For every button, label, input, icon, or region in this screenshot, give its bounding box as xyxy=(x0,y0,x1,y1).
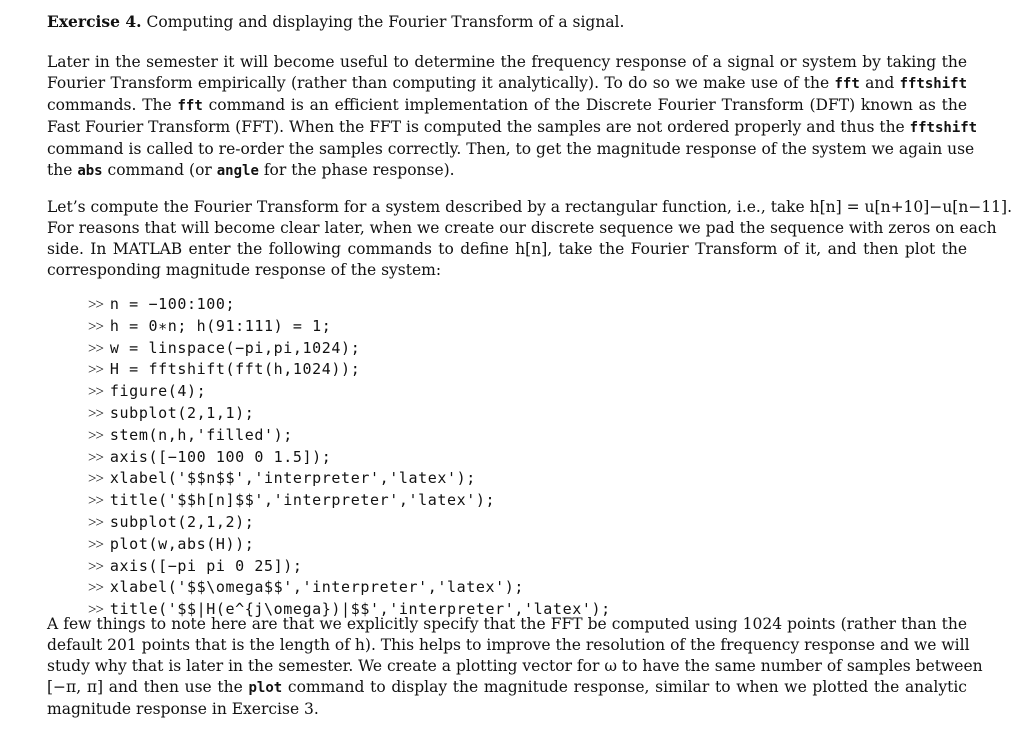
code-line xyxy=(88,556,611,578)
prompt: >> xyxy=(88,580,103,597)
text-run: command to display the magnitude response, similar to when we plotted the analytic xyxy=(282,678,967,696)
text-line xyxy=(47,117,978,139)
notes-paragraph xyxy=(47,614,983,720)
code-text: title('$$h[n]$$','interpreter','latex'); xyxy=(109,491,496,510)
prompt: >> xyxy=(88,340,103,357)
setup-paragraph xyxy=(47,197,1013,281)
text-line xyxy=(47,160,967,182)
code-text: subplot(2,1,2); xyxy=(109,512,255,531)
exercise-title: Computing and displaying the Fourier Transform of a signal. xyxy=(146,13,625,31)
exercise-heading xyxy=(47,11,624,33)
code-line xyxy=(88,468,611,490)
text-line xyxy=(47,95,967,117)
code-line xyxy=(88,403,611,425)
text-line: Later in the semester it will become useful to determine the frequency response of a signal or system by taking the xyxy=(47,53,967,71)
code-line xyxy=(88,316,611,338)
text-run: Fourier Transform empirically (rather than computing it analytically). To do so we make use of the xyxy=(47,74,835,92)
prompt: >> xyxy=(88,405,103,422)
code-text: h = 0∗n; h(91:111) = 1; xyxy=(109,316,332,335)
text-line: default 201 points that is the length of h). This helps to improve the resolution of the frequency response and we will xyxy=(47,636,970,654)
text-line xyxy=(47,73,967,95)
code-inline: plot xyxy=(248,680,283,696)
code-line xyxy=(88,447,611,469)
prompt: >> xyxy=(88,602,103,619)
prompt: >> xyxy=(88,427,103,444)
prompt: >> xyxy=(88,318,103,335)
prompt: >> xyxy=(88,449,103,466)
prompt: >> xyxy=(88,493,103,510)
prompt: >> xyxy=(88,297,103,313)
text-line: side. In MATLAB enter the following commands to define h[n], take the Fourier Transform of it, and then plot the xyxy=(47,240,967,258)
text-run: the xyxy=(47,161,78,179)
code-line xyxy=(88,425,611,447)
prompt: >> xyxy=(88,471,103,488)
code-text: xlabel('$$n$$','interpreter','latex'); xyxy=(109,469,476,488)
prompt: >> xyxy=(88,558,103,575)
prompt: >> xyxy=(88,536,103,553)
prompt: >> xyxy=(88,384,103,401)
code-text: stem(n,h,'filled'); xyxy=(109,425,293,444)
code-inline: fftshift xyxy=(909,120,978,136)
code-line xyxy=(88,512,611,534)
text-run: for the phase response). xyxy=(258,161,455,179)
code-line xyxy=(88,534,611,556)
text-run: command (or xyxy=(102,161,217,179)
text-line: command is called to re-order the samples correctly. Then, to get the magnitude response of the system we again use xyxy=(47,140,975,158)
text-line: magnitude response in Exercise 3. xyxy=(47,700,319,718)
code-text: title('$$|H(e^{j\omega})|$$','interpreter','latex'); xyxy=(109,600,611,619)
code-line xyxy=(88,359,611,381)
code-text: xlabel('$$\omega$$','interpreter','latex'); xyxy=(109,578,525,597)
code-line xyxy=(88,577,611,599)
code-text: axis([−pi pi 0 25]); xyxy=(109,556,303,575)
code-inline: fftshift xyxy=(899,76,968,92)
code-text: H = fftshift(fft(h,1024)); xyxy=(109,360,361,379)
matlab-code-block xyxy=(88,294,611,621)
code-line xyxy=(88,490,611,512)
code-text: axis([−100 100 0 1.5]); xyxy=(109,447,332,466)
prompt: >> xyxy=(88,362,103,379)
code-line xyxy=(88,294,611,316)
code-text: w = linspace(−pi,pi,1024); xyxy=(109,338,361,357)
code-inline: abs xyxy=(77,163,103,179)
code-text: subplot(2,1,1); xyxy=(109,403,255,422)
text-line: Let’s compute the Fourier Transform for a system described by a rectangular function, i.e., take h[n] = u[n+10]−u[n−11]. xyxy=(47,198,1013,216)
code-text: figure(4); xyxy=(109,382,207,401)
code-line xyxy=(88,381,611,403)
code-text: n = −100:100; xyxy=(109,295,236,313)
code-text: plot(w,abs(H)); xyxy=(109,534,255,553)
text-run: commands. The xyxy=(47,96,178,114)
text-line xyxy=(47,677,967,699)
text-line: corresponding magnitude response of the system: xyxy=(47,261,442,279)
text-run: and xyxy=(859,74,900,92)
code-line xyxy=(88,338,611,360)
text-line: study why that is later in the semester. We create a plotting vector for ω to have the same number of samples between xyxy=(47,657,983,675)
intro-paragraph xyxy=(47,52,978,182)
text-run: Fast Fourier Transform (FFT). When the FFT is computed the samples are not ordered properly and thus the xyxy=(47,118,910,136)
text-run: command is an efficient implementation of the Discrete Fourier Transform (DFT) known as the xyxy=(202,96,967,114)
prompt: >> xyxy=(88,514,103,531)
text-run: [−π, π] and then use the xyxy=(47,678,249,696)
code-inline: angle xyxy=(216,163,259,179)
code-inline: fft xyxy=(177,98,203,114)
exercise-label: Exercise 4. xyxy=(47,12,142,31)
text-line: A few things to note here are that we explicitly specify that the FFT be computed using 1024 points (rather than the xyxy=(47,615,967,633)
text-line: For reasons that will become clear later, when we create our discrete sequence we pad the sequence with zeros on each xyxy=(47,219,997,237)
code-inline: fft xyxy=(834,76,860,92)
